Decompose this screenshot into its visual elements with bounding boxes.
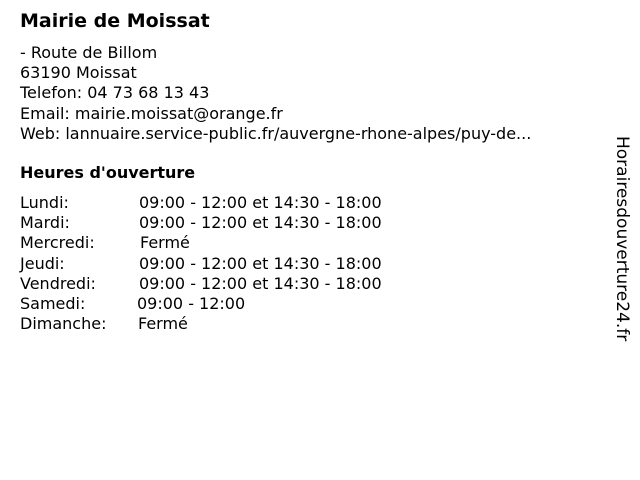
day-label: Mardi: xyxy=(20,213,70,233)
day-hours: Fermé xyxy=(138,314,188,334)
day-label: Jeudi: xyxy=(20,253,65,273)
site-watermark: Horairesdouverture24.fr xyxy=(612,136,632,342)
opening-hours-heading: Heures d'ouverture xyxy=(20,163,196,182)
day-hours: Fermé xyxy=(140,233,190,253)
day-hours: 09:00 - 12:00 et 14:30 - 18:00 xyxy=(139,213,382,233)
phone-number: Telefon: 04 73 68 13 43 xyxy=(20,83,210,103)
day-hours: 09:00 - 12:00 xyxy=(137,293,246,313)
email-address: Email: mairie.moissat@orange.fr xyxy=(20,103,283,123)
day-hours: 09:00 - 12:00 et 14:30 - 18:00 xyxy=(139,273,382,293)
day-label: Lundi: xyxy=(20,193,69,212)
page-title: Mairie de Moissat xyxy=(20,10,210,32)
website-url: Web: lannuaire.service-public.fr/auvergne-rhone-alpes/puy-de... xyxy=(20,123,532,143)
day-label: Dimanche: xyxy=(20,314,107,334)
day-label: Vendredi: xyxy=(20,273,96,293)
street-address: - Route de Billom xyxy=(20,43,158,62)
day-hours: 09:00 - 12:00 et 14:30 - 18:00 xyxy=(139,193,382,212)
day-label: Samedi: xyxy=(20,293,86,313)
day-label: Mercredi: xyxy=(20,233,95,253)
day-hours: 09:00 - 12:00 et 14:30 - 18:00 xyxy=(139,253,382,273)
postal-city: 63190 Moissat xyxy=(20,63,137,83)
address-block xyxy=(20,43,531,144)
